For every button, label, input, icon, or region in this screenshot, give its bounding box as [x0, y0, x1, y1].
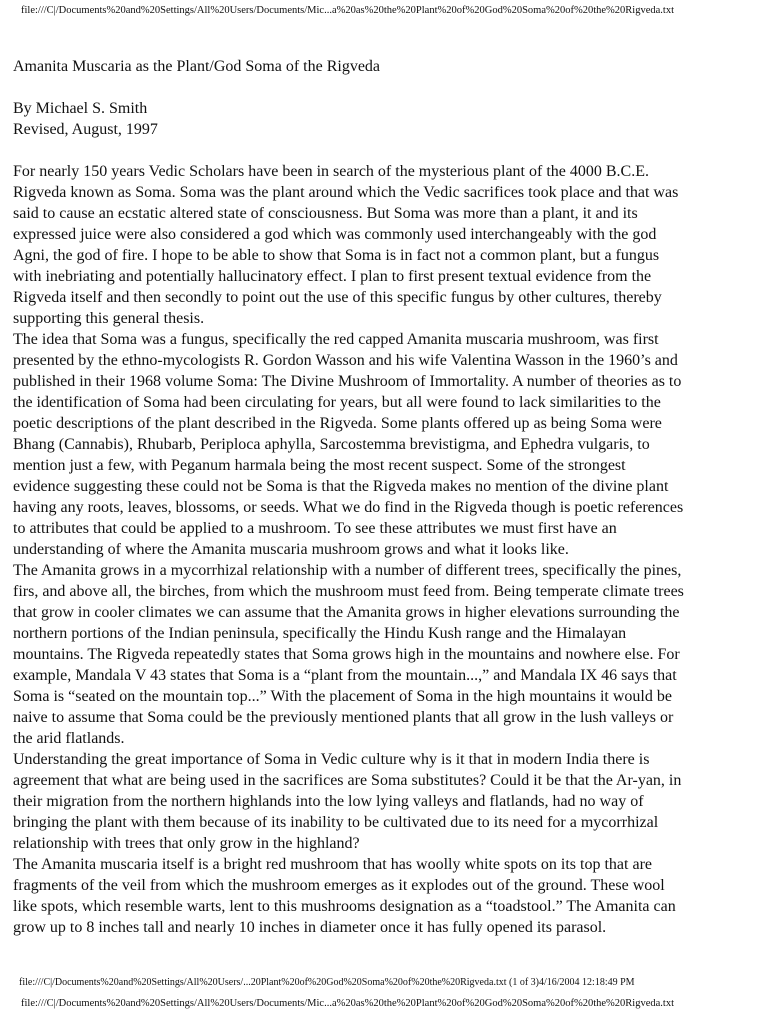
paragraph-line: grow up to 8 inches tall and nearly 10 inches in diameter once it has fully opened its parasol.	[13, 919, 607, 936]
spacer	[13, 140, 758, 161]
paragraph-line: having any roots, leaves, blossoms, or seeds. What we do find in the Rigveda though is poetic references	[13, 499, 684, 516]
spacer	[13, 77, 758, 98]
paragraph	[13, 560, 758, 749]
document-title: Amanita Muscaria as the Plant/God Soma of the Rigveda	[13, 58, 381, 75]
paragraph-line: Understanding the great importance of Soma in Vedic culture why is it that in modern India there is	[13, 751, 650, 768]
paragraph-line: mountains. The Rigveda repeatedly states that Soma grows high in the mountains and nowhere else. For	[13, 646, 680, 663]
paragraph	[13, 329, 758, 560]
paragraph	[13, 854, 758, 938]
paragraph-line: Rigveda itself and then secondly to point out the use of this specific fungus by other cultures, thereby	[13, 289, 662, 306]
page-header-url: file:///C|/Documents%20and%20Settings/All%20Users/Documents/Mic...a%20as%20the%20Plant%20of%20God%20Soma%20of%20the%20Rigveda.txt	[21, 5, 674, 16]
paragraph-line: naive to assume that Soma could be the previously mentioned plants that all grow in the lush valleys or	[13, 709, 674, 726]
paragraph-line: expressed juice were also considered a god which was commonly used interchangeably with the god	[13, 226, 657, 243]
paragraph-line: Rigveda known as Soma. Soma was the plant around which the Vedic sacrifices took place and that was	[13, 184, 679, 201]
paragraph-line: example, Mandala V 43 states that Soma is a “plant from the mountain...,” and Mandala IX 46 says that	[13, 667, 677, 684]
paragraph	[13, 749, 758, 854]
paragraph-line: fragments of the veil from which the mushroom emerges as it explodes out of the ground. These wool	[13, 877, 665, 894]
paragraph-line: The idea that Soma was a fungus, specifically the red capped Amanita muscaria mushroom, was first	[13, 331, 659, 348]
paragraph-line: presented by the ethno-mycologists R. Gordon Wasson and his wife Valentina Wasson in the 1960’s and	[13, 352, 678, 369]
paragraph-line: their migration from the northern highlands into the low lying valleys and flatlands, had no way of	[13, 793, 644, 810]
paragraph	[13, 161, 758, 329]
paragraph-line: the arid flatlands.	[13, 730, 125, 747]
document-author: By Michael S. Smith	[13, 100, 148, 117]
paragraph-line: relationship with trees that only grow in the highland?	[13, 835, 360, 852]
paragraph-line: published in their 1968 volume Soma: The Divine Mushroom of Immortality. A number of theories as to	[13, 373, 682, 390]
paragraph-line: poetic descriptions of the plant described in the Rigveda. Some plants offered up as being Soma were	[13, 415, 662, 432]
paragraph-line: firs, and above all, the birches, from which the mushroom must feed from. Being temperate climate trees	[13, 583, 684, 600]
paragraph-line: For nearly 150 years Vedic Scholars have been in search of the mysterious plant of the 4000 B.C.E.	[13, 163, 649, 180]
next-page-header-url: file:///C|/Documents%20and%20Settings/All%20Users/Documents/Mic...a%20as%20the%20Plant%20of%20God%20Soma%20of%20the%20Rigveda.txt	[21, 998, 674, 1009]
paragraph-line: mention just a few, with Peganum harmala being the most recent suspect. Some of the strongest	[13, 457, 626, 474]
paragraph-line: agreement that what are being used in the sacrifices are Soma substitutes? Could it be that the Ar-yan, in	[13, 772, 682, 789]
paragraph-line: The Amanita grows in a mycorrhizal relationship with a number of different trees, specifically the pines,	[13, 562, 682, 579]
paragraph-line: Soma is “seated on the mountain top...” With the placement of Soma in the high mountains it would be	[13, 688, 672, 705]
paragraph-line: evidence suggesting these could not be Soma is that the Rigveda makes no mention of the divine plant	[13, 478, 669, 495]
paragraph-line: the identification of Soma had been circulating for years, but all were found to lack similarities to the	[13, 394, 661, 411]
paragraph-line: with inebriating and potentially hallucinatory effect. I plan to first present textual evidence from the	[13, 268, 652, 285]
paragraph-line: that grow in cooler climates we can assume that the Amanita grows in higher elevations surrounding the	[13, 604, 680, 621]
document-revised-date: Revised, August, 1997	[13, 121, 158, 138]
paragraphs	[13, 161, 758, 938]
paragraph-line: bringing the plant with them because of its inability to be cultivated due to its need for a mycorrhizal	[13, 814, 659, 831]
page-footer-url: file:///C|/Documents%20and%20Settings/All%20Users/...20Plant%20of%20God%20Soma%20of%20the%20Rigveda.txt (1 of 3)4/16/2004 12:18:49 PM	[19, 977, 635, 988]
paragraph-line: like spots, which resemble warts, lent to this mushrooms designation as a “toadstool.” The Amanita can	[13, 898, 676, 915]
paragraph-line: understanding of where the Amanita muscaria mushroom grows and what it looks like.	[13, 541, 569, 558]
paragraph-line: Bhang (Cannabis), Rhubarb, Periploca aphylla, Sarcostemma brevistigma, and Ephedra vulgaris, to	[13, 436, 650, 453]
paragraph-line: The Amanita muscaria itself is a bright red mushroom that has woolly white spots on its top that are	[13, 856, 652, 873]
paragraph-line: supporting this general thesis.	[13, 310, 205, 327]
paragraph-line: said to cause an ecstatic altered state of consciousness. But Soma was more than a plant, it and its	[13, 205, 638, 222]
paragraph-line: northern portions of the Indian peninsula, specifically the Hindu Kush range and the Himalayan	[13, 625, 627, 642]
paragraph-line: Agni, the god of fire. I hope to be able to show that Soma is in fact not a common plant, but a fungus	[13, 247, 660, 264]
paragraph-line: to attributes that could be applied to a mushroom. To see these attributes we must first have an	[13, 520, 617, 537]
document-body	[13, 56, 758, 938]
